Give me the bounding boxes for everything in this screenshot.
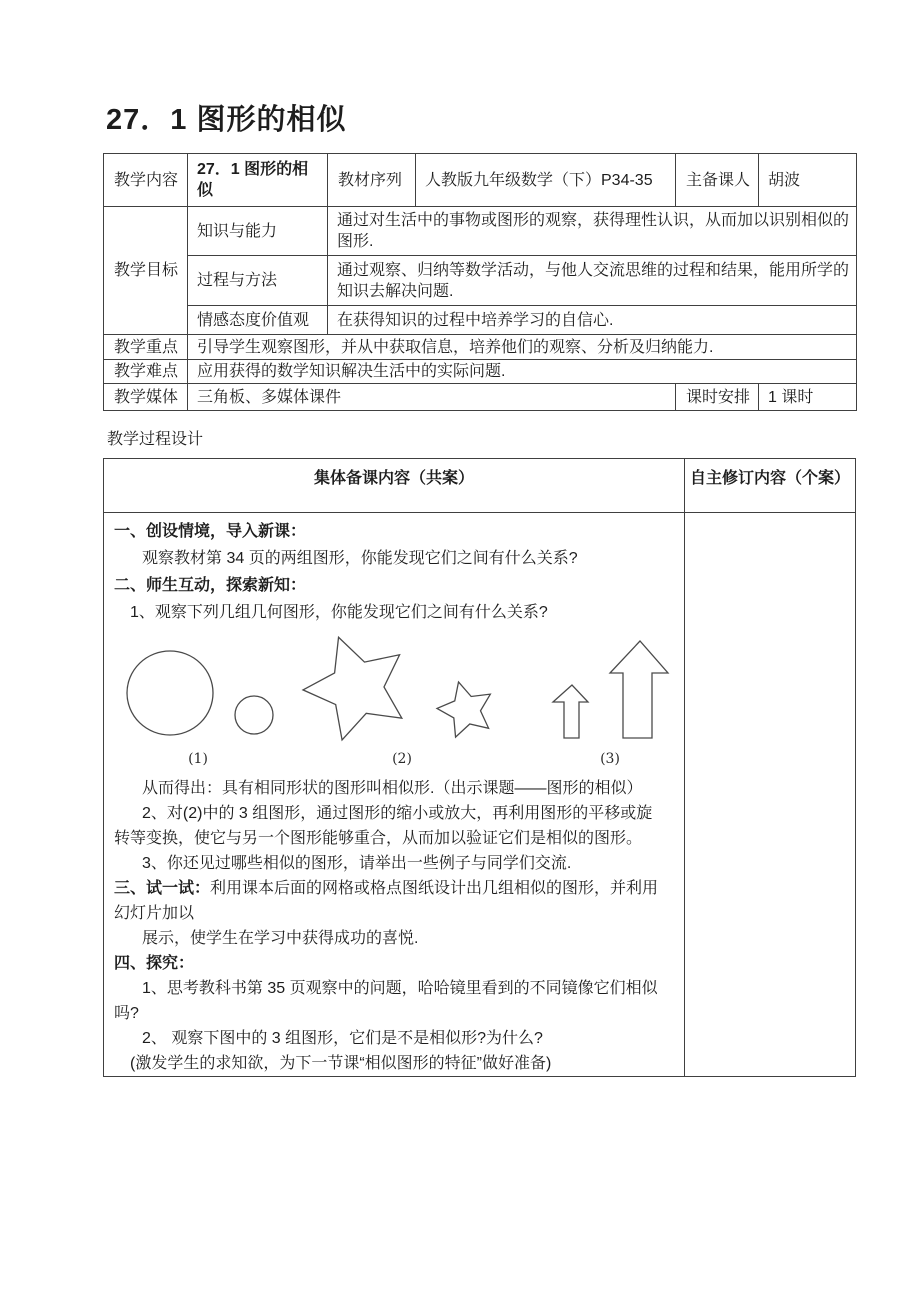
difficulty-text: 应用获得的数学知识解决生活中的实际问题. [188, 360, 857, 384]
figure-small-star [432, 675, 499, 740]
lesson-line: 吗? [114, 1005, 139, 1022]
figure-label-3: (3) [600, 751, 620, 767]
table-row [104, 154, 857, 207]
table-header-row [104, 459, 856, 513]
goals-label: 教学目标 [104, 207, 188, 335]
lesson-line: 幻灯片加以 [114, 905, 195, 922]
goal-knowledge-text: 通过对生活中的事物或图形的观察，获得理性认识，从而加以识别相似的图形. [328, 207, 857, 256]
self-revision-header: 自主修订内容（个案） [685, 459, 856, 513]
lesson-info-table [103, 153, 857, 411]
teaching-content-label: 教学内容 [104, 154, 188, 207]
similar-figures-illustration [110, 628, 682, 768]
figure-large-circle [127, 651, 213, 735]
preparer-label: 主备课人 [676, 154, 759, 207]
collective-plan-header: 集体备课内容（共案） [104, 459, 685, 513]
lesson-line: 2、对(2)中的 3 组图形，通过图形的缩小或放大，再利用图形的平移或旋 [142, 805, 653, 822]
figure-large-star [290, 628, 420, 747]
lesson-line: 1、思考教科书第 35 页观察中的问题，哈哈镜里看到的不同镜像它们相似 [142, 980, 658, 997]
table-row [104, 306, 857, 335]
goal-knowledge-label: 知识与能力 [188, 207, 328, 256]
section-1-heading: 一、创设情境，导入新课： [114, 523, 307, 540]
lesson-line: 转等变换，使它与另一个图形能够重合，从而加以验证它们是相似的图形。 [114, 830, 643, 847]
section-4-heading: 四、探究： [114, 955, 195, 972]
section-2-heading: 二、师生互动，探索新知： [114, 577, 307, 594]
period-value: 1 课时 [759, 384, 857, 411]
lesson-plan-content-cell [104, 513, 685, 1077]
table-row [104, 384, 857, 411]
lesson-line: 展示，使学生在学习中获得成功的喜悦. [142, 930, 419, 947]
figure-label-2: (2) [392, 751, 412, 767]
lesson-line: 3、你还见过哪些相似的图形，请举出一些例子与同学们交流. [142, 855, 572, 872]
figure-small-circle [235, 696, 273, 734]
material-seq-value: 人教版九年级数学（下）P34-35 [416, 154, 676, 207]
material-seq-label: 教材序列 [328, 154, 416, 207]
goal-process-label: 过程与方法 [188, 256, 328, 306]
media-text: 三角板、多媒体课件 [188, 384, 676, 411]
media-label: 教学媒体 [104, 384, 188, 411]
lesson-process-table [103, 458, 856, 1077]
lesson-line: 观察教材第 34 页的两组图形，你能发现它们之间有什么关系? [142, 550, 578, 567]
lesson-line: 1、观察下列几组几何图形，你能发现它们之间有什么关系? [130, 604, 548, 621]
difficulty-label: 教学难点 [104, 360, 188, 384]
figure-small-arrow [553, 685, 588, 738]
table-row [104, 256, 857, 306]
table-row [104, 207, 857, 256]
process-design-label: 教学过程设计 [107, 431, 204, 448]
table-row [104, 335, 857, 360]
figure-large-arrow [610, 641, 668, 738]
goal-emotion-label: 情感态度价值观 [188, 306, 328, 335]
page-title: 27．1 图形的相似 [106, 104, 347, 136]
lesson-line: 从而得出：具有相同形状的图形叫相似形.（出示课题——图形的相似） [142, 780, 643, 797]
self-revision-empty-cell [685, 513, 856, 1077]
goal-process-text: 通过观察、归纳等数学活动，与他人交流思维的过程和结果，能用所学的知识去解决问题. [328, 256, 857, 306]
table-body-row [104, 513, 856, 1077]
table-row [104, 360, 857, 384]
lesson-line: 2、 观察下图中的 3 组图形，它们是不是相似形?为什么? [142, 1030, 543, 1047]
teaching-content-value: 27．1 图形的相似 [188, 154, 328, 207]
key-point-label: 教学重点 [104, 335, 188, 360]
figure-label-1: (1) [188, 751, 208, 767]
goal-emotion-text: 在获得知识的过程中培养学习的自信心. [328, 306, 857, 335]
section-3-heading: 三、试一试：利用课本后面的网格或格点图纸设计出几组相似的图形，并利用 [114, 880, 659, 897]
key-point-text: 引导学生观察图形，并从中获取信息，培养他们的观察、分析及归纳能力. [188, 335, 857, 360]
period-label: 课时安排 [676, 384, 759, 411]
preparer-value: 胡波 [759, 154, 857, 207]
lesson-line: (激发学生的求知欲，为下一节课“相似图形的特征”做好准备) [130, 1055, 552, 1072]
